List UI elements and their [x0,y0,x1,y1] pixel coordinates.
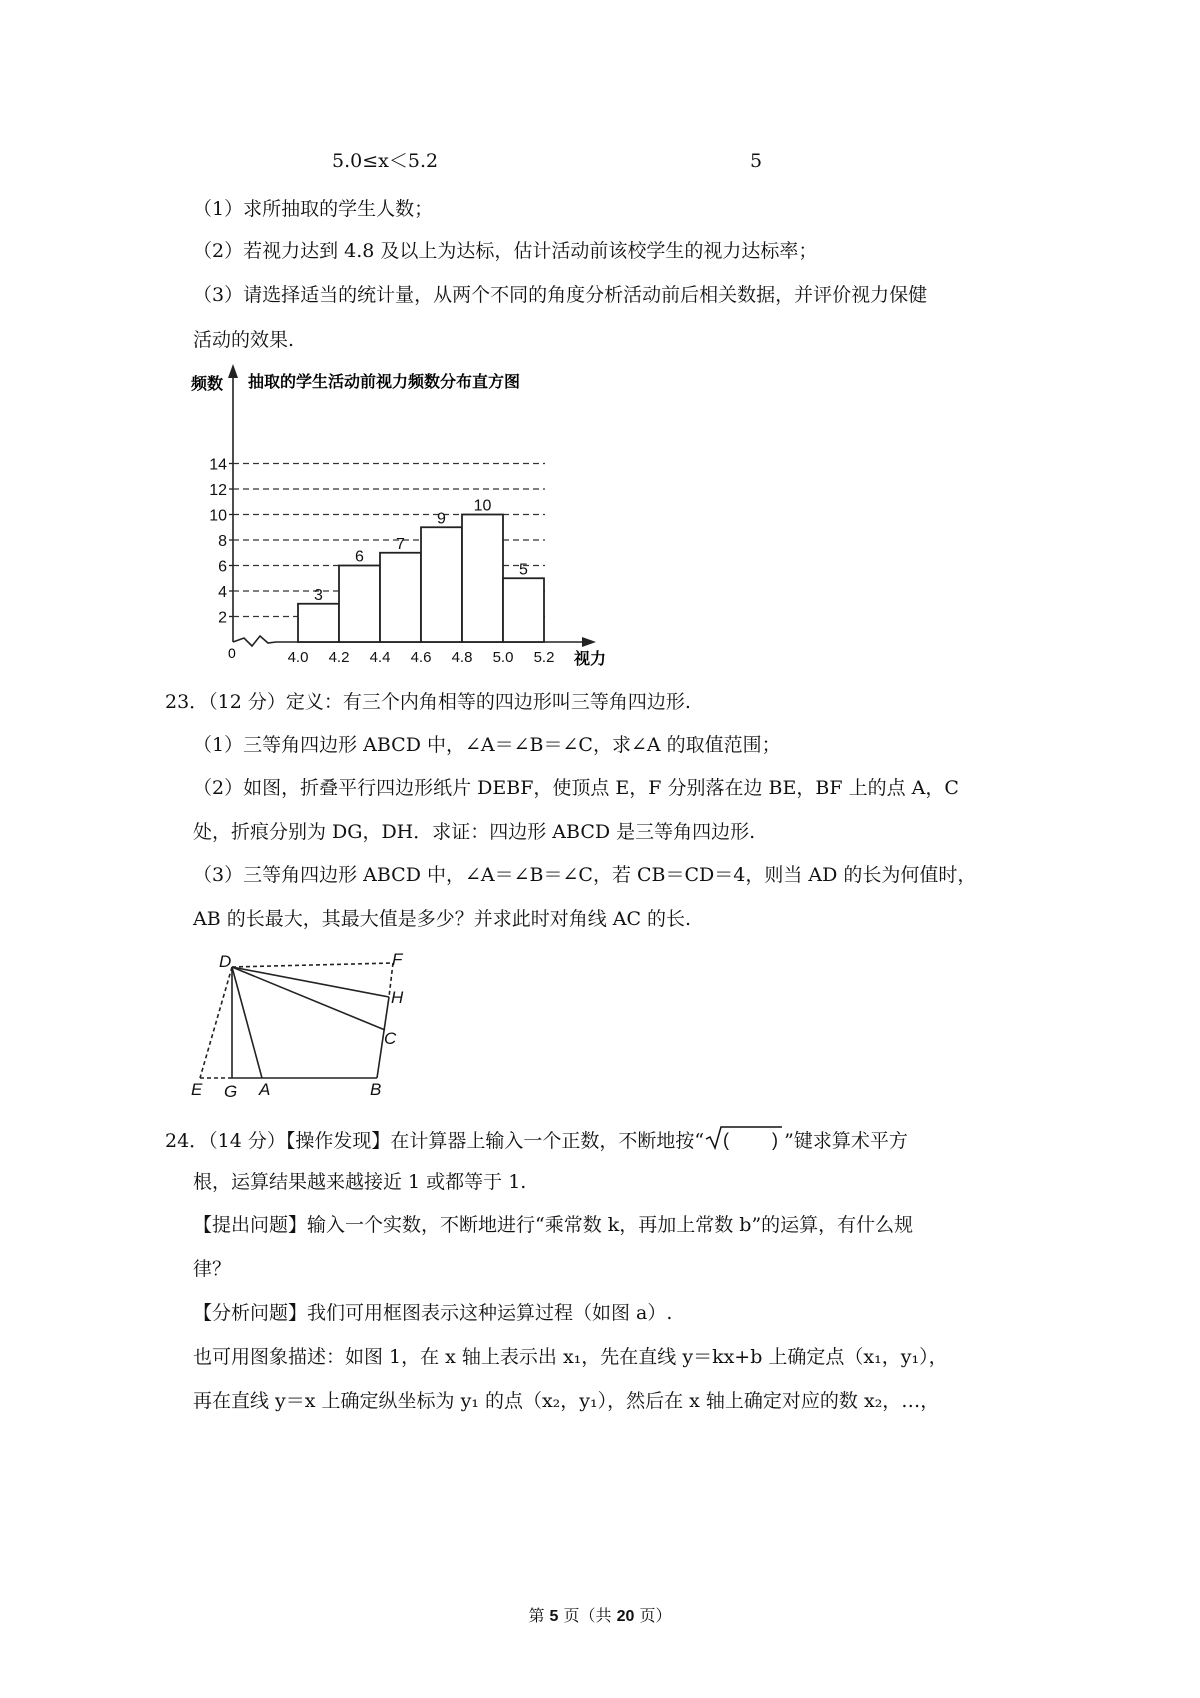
x-tick-label-4.6: 4.6 [410,649,432,666]
q22-part3b: 活动的效果. [193,329,295,351]
footer-page-number: 5 [549,1608,559,1625]
q23-head: 23．（12 分）定义：有三个内角相等的四边形叫三等角四边形. [165,691,691,713]
seg-DE [200,967,232,1078]
origin-label: 0 [228,645,236,661]
label-A: A [259,1080,271,1099]
q23-part2a: （2）如图，折叠平行四边形纸片 DEBF，使顶点 E，F 分别落在边 BE，BF 上的点 A，C [193,777,959,799]
q23-part2b: 处，折痕分别为 DG，DH．求证：四边形 ABCD 是三等角四边形. [193,821,756,843]
q24-line5: 【分析问题】我们可用框图表示这种运算过程（如图 a）. [193,1302,673,1324]
q24-line1-b: ”键求算术平方 [784,1130,908,1152]
x-tick-label-5.2: 5.2 [533,649,555,666]
x-tick-label-4.2: 4.2 [328,649,350,666]
x-axis-arrow [582,637,596,647]
q24-line3: 【提出问题】输入一个实数，不断地进行“乘常数 k，再加上常数 b”的运算，有什么规 [193,1214,914,1236]
bar-value-label-4: 9 [437,510,446,528]
q22-part2: （2）若视力达到 4.8 及以上为达标，估计活动前该校学生的视力达标率； [193,240,818,262]
page-footer [0,1603,1200,1626]
y-tick-label-6: 6 [218,558,227,576]
label-D: D [219,952,232,971]
q24-line2: 根，运算结果越来越接近 1 或都等于 1. [193,1171,527,1193]
histogram-chart [180,360,640,675]
svg-text:): ) [772,1130,779,1150]
q22-part3a: （3）请选择适当的统计量，从两个不同的角度分析活动前后相关数据，并评价视力保健 [193,284,928,306]
table-row-range: 5.0≤x＜5.2 [332,150,439,172]
y-tick-label-10: 10 [209,507,227,525]
y-tick-label-2: 2 [218,609,227,627]
bar-2 [339,566,380,643]
y-tick-label-12: 12 [209,482,227,499]
seg-DA [232,967,262,1078]
y-tick-label-14: 14 [209,456,227,474]
q23-part3b: AB 的长最大，其最大值是多少？并求此时对角线 AC 的长. [193,908,692,930]
bar-value-label-3: 7 [396,535,405,553]
table-row-count: 5 [750,150,763,172]
svg-text:(: ( [723,1130,730,1150]
y-tick-label-8: 8 [218,533,227,550]
bar-1 [298,604,339,642]
bar-6 [503,578,544,642]
x-tick-label-4.4: 4.4 [369,649,391,666]
q24-line7: 再在直线 y＝x 上确定纵坐标为 y₁ 的点（x₂，y₁），然后在 x 轴上确定对应的数 x₂，…， [193,1390,940,1412]
q24-line4: 律？ [193,1258,232,1280]
label-G: G [224,1082,238,1101]
footer-post: 页） [639,1606,672,1625]
bar-value-label-5: 10 [473,497,492,515]
footer-mid: 页（共 [563,1606,612,1625]
label-E: E [191,1080,203,1099]
y-tick-label-4: 4 [218,584,227,601]
bar-value-label-2: 6 [355,548,364,566]
bar-3 [380,553,421,642]
footer-pre: 第 [528,1606,545,1625]
bar-4 [421,527,462,642]
y-axis-label: 频数 [191,376,224,393]
q24-line6: 也可用图象描述：如图 1，在 x 轴上表示出 x₁，先在直线 y＝kx+b 上确定点（x₁，y₁）， [193,1346,948,1368]
x-tick-label-4.0: 4.0 [287,649,309,666]
q24-line1 [165,1125,908,1154]
q23-part1: （1）三等角四边形 ABCD 中，∠A＝∠B＝∠C，求∠A 的取值范围； [193,734,781,756]
bar-5 [462,515,503,643]
q22-part1: （1）求所抽取的学生人数； [193,198,434,220]
x-tick-label-4.8: 4.8 [451,649,473,666]
sqrt-key-icon [704,1125,784,1149]
x-axis-label: 视力 [574,651,607,668]
bar-value-label-1: 3 [314,586,323,604]
seg-DC [232,967,385,1030]
seg-DH [232,967,389,997]
label-B: B [370,1080,382,1099]
seg-DF [232,963,393,967]
bar-value-label-6: 5 [519,561,528,579]
q23-part3a: （3）三等角四边形 ABCD 中，∠A＝∠B＝∠C，若 CB＝CD＝4，则当 AD 的长为何值时， [193,864,977,886]
q24-line1-a: 24．（14 分）【操作发现】在计算器上输入一个正数，不断地按“ [165,1130,705,1152]
label-C: C [384,1029,397,1048]
quadrilateral-figure [185,945,425,1105]
chart-title: 抽取的学生活动前视力频数分布直方图 [248,374,521,391]
label-F: F [392,950,403,969]
x-tick-label-5.0: 5.0 [492,649,514,666]
footer-total-pages: 20 [616,1608,635,1625]
y-axis-arrow [228,364,238,378]
label-H: H [391,988,404,1007]
